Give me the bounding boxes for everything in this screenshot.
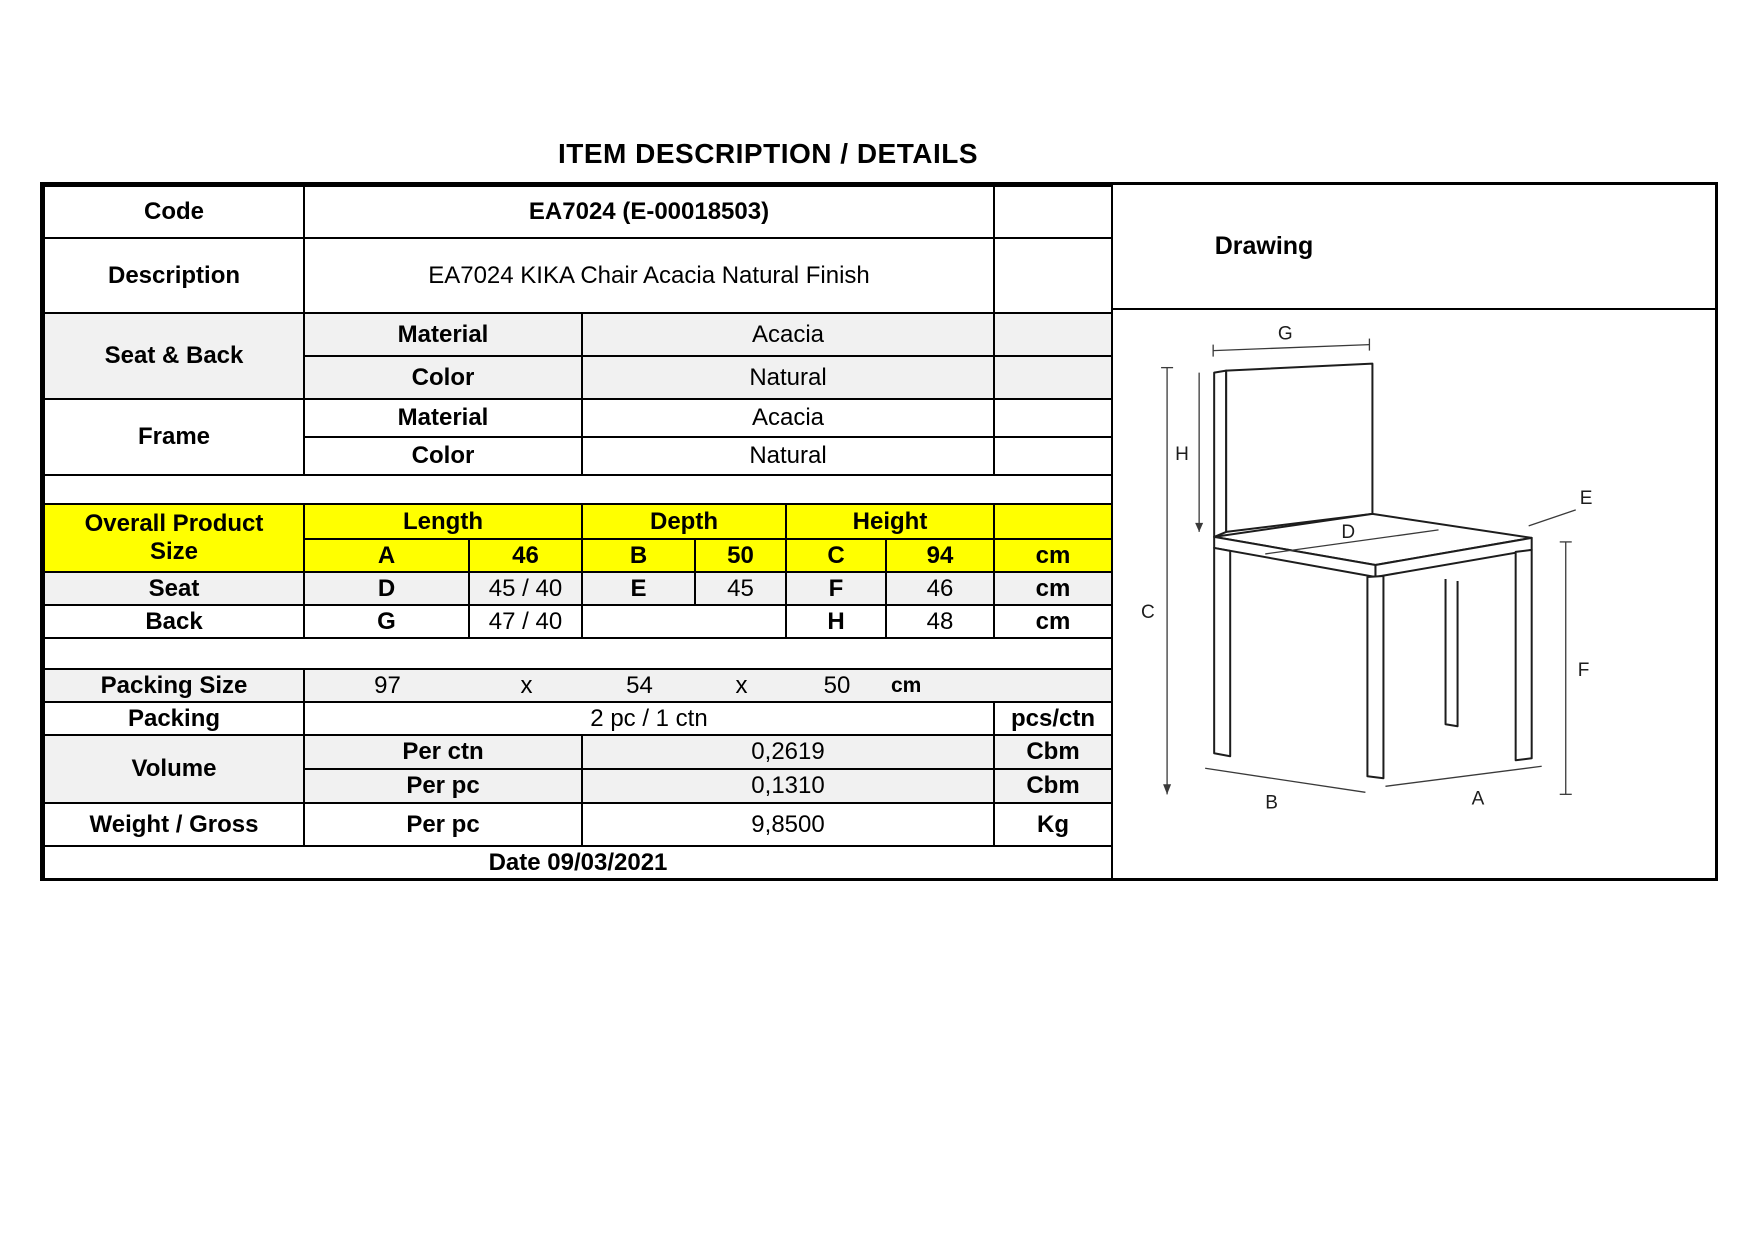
volume-per-pc-value: 0,1310 <box>582 769 994 803</box>
overall-key-c: C <box>786 539 886 572</box>
packing-size-grid <box>305 672 1111 700</box>
overall-product-line2: Size <box>149 538 199 565</box>
seat-value-e: 45 <box>695 572 786 605</box>
packing-size-values <box>304 669 1111 702</box>
seat-back-material-value: Acacia <box>582 313 994 356</box>
dim-label-f: F <box>1577 660 1590 682</box>
overall-unit: cm <box>994 539 1111 572</box>
dim-label-h: H <box>1175 443 1189 465</box>
dim-line-e <box>1529 510 1576 526</box>
dim-label-c: C <box>1141 602 1155 624</box>
empty-cell <box>994 186 1111 238</box>
weight-name: Per pc <box>304 803 582 846</box>
description-value: EA7024 KIKA Chair Acacia Natural Finish <box>304 238 994 313</box>
seat-size-row <box>44 572 1111 605</box>
packing-label: Packing <box>44 702 304 735</box>
size-header-row <box>44 504 1111 539</box>
seat-value-d: 45 / 40 <box>469 572 582 605</box>
code-label: Code <box>44 186 304 238</box>
packing-unit: pcs/ctn <box>994 702 1111 735</box>
back-size-row <box>44 605 1111 638</box>
back-value-h: 48 <box>886 605 994 638</box>
frame-color-name: Color <box>304 437 582 475</box>
depth-header: Depth <box>582 504 786 539</box>
spec-table <box>43 185 1111 880</box>
length-header: Length <box>304 504 582 539</box>
empty-cell <box>994 399 1111 437</box>
drawing-panel <box>1111 185 1715 878</box>
spacer-cell <box>44 638 1111 669</box>
packing-value: 2 pc / 1 ctn <box>304 702 994 735</box>
weight-value: 9,8500 <box>582 803 994 846</box>
packing-dim-3: 50 <box>823 671 851 699</box>
volume-per-ctn-value: 0,2619 <box>582 735 994 769</box>
packing-dim-2: 54 <box>626 671 653 699</box>
chair-leg-rear <box>1446 579 1458 726</box>
chair-leg-front <box>1367 576 1383 778</box>
seat-key-d: D <box>304 572 469 605</box>
dim-line-a <box>1385 766 1541 786</box>
dim-line-b <box>1205 768 1365 792</box>
volume-per-ctn-row <box>44 735 1111 769</box>
frame-material-row <box>44 399 1111 437</box>
packing-row <box>44 702 1111 735</box>
spacer-row <box>44 475 1111 504</box>
date-row <box>44 846 1111 879</box>
height-header: Height <box>786 504 994 539</box>
back-key-h: H <box>786 605 886 638</box>
description-row <box>44 238 1111 313</box>
back-unit: cm <box>994 605 1111 638</box>
dim-label-e: E <box>1579 487 1593 509</box>
overall-product-line1: Overall Product <box>84 510 264 537</box>
weight-label: Weight / Gross <box>44 803 304 846</box>
empty-cell <box>994 313 1111 356</box>
packing-size-unit: cm <box>891 673 922 697</box>
code-row <box>44 186 1111 238</box>
back-size-label: Back <box>44 605 304 638</box>
empty-cell <box>994 356 1111 399</box>
overall-key-a: A <box>304 539 469 572</box>
overall-value-a: 46 <box>469 539 582 572</box>
empty-cell <box>994 437 1111 475</box>
volume-per-pc-name: Per pc <box>304 769 582 803</box>
empty-cell <box>582 605 786 638</box>
chair-leg-left <box>1214 548 1230 756</box>
spec-sheet <box>40 182 1718 881</box>
spacer-cell <box>44 475 1111 504</box>
seat-value-f: 46 <box>886 572 994 605</box>
drawing-header: Drawing <box>1113 185 1715 310</box>
seat-back-material-row <box>44 313 1111 356</box>
spacer-row <box>44 638 1111 669</box>
dim-arrow <box>1195 523 1203 532</box>
volume-label: Volume <box>44 735 304 803</box>
weight-unit: Kg <box>994 803 1111 846</box>
chair-back-edge <box>1214 371 1226 537</box>
overall-value-b: 50 <box>695 539 786 572</box>
seat-unit: cm <box>994 572 1111 605</box>
chair-drawing <box>1113 310 1715 878</box>
packing-size-label: Packing Size <box>44 669 304 702</box>
back-value-g: 47 / 40 <box>469 605 582 638</box>
volume-per-pc-unit: Cbm <box>994 769 1111 803</box>
back-key-g: G <box>304 605 469 638</box>
dim-label-a: A <box>1471 788 1485 810</box>
packing-size-row <box>44 669 1111 702</box>
seat-key-e: E <box>582 572 695 605</box>
frame-material-value: Acacia <box>582 399 994 437</box>
overall-product-size-label <box>44 504 304 572</box>
drawing-area <box>1113 310 1715 878</box>
frame-color-value: Natural <box>582 437 994 475</box>
seat-back-color-name: Color <box>304 356 582 399</box>
dim-arrow <box>1163 784 1171 794</box>
code-value: EA7024 (E-00018503) <box>304 186 994 238</box>
packing-sep-1: x <box>520 671 533 699</box>
overall-value-c: 94 <box>886 539 994 572</box>
chair-back-panel <box>1226 364 1372 532</box>
frame-material-name: Material <box>304 399 582 437</box>
volume-per-ctn-unit: Cbm <box>994 735 1111 769</box>
seat-back-color-value: Natural <box>582 356 994 399</box>
dim-label-b: B <box>1265 792 1278 814</box>
seat-size-label: Seat <box>44 572 304 605</box>
empty-cell <box>994 238 1111 313</box>
page-title: ITEM DESCRIPTION / DETAILS <box>557 138 979 169</box>
description-label: Description <box>44 238 304 313</box>
dim-line-g <box>1213 345 1369 351</box>
seat-back-material-name: Material <box>304 313 582 356</box>
frame-label: Frame <box>44 399 304 475</box>
packing-sep-2: x <box>735 671 748 699</box>
seat-key-f: F <box>786 572 886 605</box>
dim-label-d: D <box>1341 521 1356 543</box>
volume-per-ctn-name: Per ctn <box>304 735 582 769</box>
seat-back-label: Seat & Back <box>44 313 304 399</box>
chair-leg-right <box>1516 550 1532 760</box>
dim-label-g: G <box>1277 323 1293 345</box>
weight-row <box>44 803 1111 846</box>
date-value: Date 09/03/2021 <box>44 846 1111 879</box>
packing-dim-1: 97 <box>374 671 401 699</box>
empty-cell <box>994 504 1111 539</box>
overall-key-b: B <box>582 539 695 572</box>
